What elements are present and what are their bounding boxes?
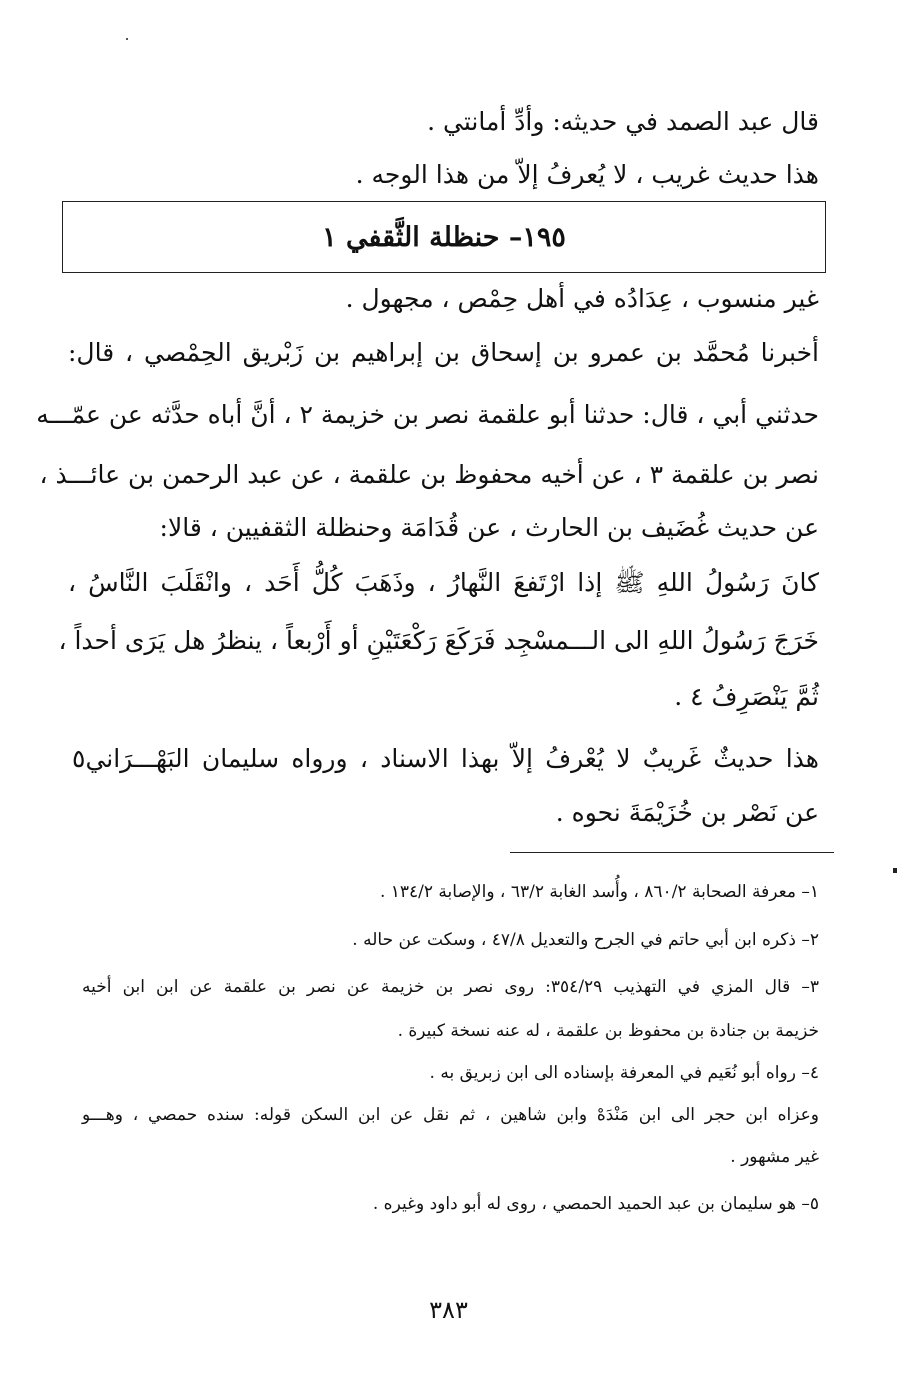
text-line: نصر بن علقمة ٣ ، عن أخيه محفوظ بن علقمة ، عن عبد الرحمن بن عائـــذ ، bbox=[39, 460, 819, 489]
entry-title: ١٩٥– حنظلة الثَّقفي ١ bbox=[322, 222, 566, 253]
scan-speck bbox=[126, 38, 128, 40]
text-line: عن حديث غُضَيف بن الحارث ، عن قُدَامَة وحنظلة الثقفيين ، قالا: bbox=[159, 513, 819, 542]
text-line: عن نَصْر بن خُزَيْمَةَ نحوه . bbox=[555, 798, 819, 827]
hadith-text-line: كانَ رَسُولُ اللهِ ﷺ إذا ارْتَفعَ النَّهارُ ، وذَهَبَ كُلُّ أَحَد ، وانْقَلَبَ النَّاسُ ، bbox=[68, 568, 819, 597]
footnote: ١– معرفة الصحابة ٨٦٠/٢ ، وأُسد الغابة ٦٣/٢ ، والإصابة ١٣٤/٢ . bbox=[379, 882, 819, 902]
footnote: ٣– قال المزي في التهذيب ٣٥٤/٢٩: روى نصر بن خزيمة عن نصر بن علقمة عن ابن ابن أخيه bbox=[82, 977, 819, 997]
text-line: أخبرنا مُحمَّد بن عمرو بن إسحاق بن إبراهيم بن زَبْريق الحِمْصي ، قال: bbox=[68, 338, 819, 367]
page-number: ٣٨٣ bbox=[429, 1296, 468, 1324]
text-line: قال عبد الصمد في حديثه: وأدِّ أمانتي . bbox=[427, 107, 819, 136]
footnote-continuation: خزيمة بن جنادة بن محفوظ بن علقمة ، له عنه نسخة كبيرة . bbox=[397, 1021, 819, 1041]
footnote: ٥– هو سليمان بن عبد الحميد الحمصي ، روى له أبو داود وغيره . bbox=[372, 1194, 819, 1214]
footnote: ٢– ذكره ابن أبي حاتم في الجرح والتعديل ٤٧/٨ ، وسكت عن حاله . bbox=[352, 930, 819, 950]
hadith-text-line: خَرَجَ رَسُولُ اللهِ الى الـــمسْجِد فَرَكَعَ رَكْعَتَيْنِ أو أَرْبعاً ، ينظرُ هل يَرَى أحداً ، bbox=[58, 626, 819, 655]
text-line: هذا حديث غريب ، لا يُعرفُ إلاّ من هذا الوجه . bbox=[355, 160, 819, 189]
footnote-continuation: وعزاه ابن حجر الى ابن مَنْدَهْ وابن شاهين ، ثم نقل عن ابن السكن قوله: سنده حمصي ، وهـــو bbox=[82, 1105, 819, 1125]
footnote-continuation: غير مشهور . bbox=[730, 1147, 819, 1167]
footnote-separator bbox=[510, 852, 834, 853]
hadith-text-line: ثُمَّ يَنْصَرِفُ ٤ . bbox=[674, 682, 819, 711]
scan-mark bbox=[893, 868, 897, 873]
footnote: ٤– رواه أبو نُعَيم في المعرفة بإسناده الى ابن زبريق به . bbox=[429, 1063, 819, 1083]
text-line: هذا حديثٌ غَريبٌ لا يُعْرفُ إلاّ بهذا الاسناد ، ورواه سليمان البَهْـــرَاني٥ bbox=[72, 744, 819, 773]
entry-title-box bbox=[62, 201, 826, 273]
text-line: غير منسوب ، عِدَادُه في أهل حِمْص ، مجهول . bbox=[345, 284, 819, 313]
text-line: حدثني أبي ، قال: حدثنا أبو علقمة نصر بن خزيمة ٢ ، أنَّ أباه حدَّثه عن عمّـــه bbox=[36, 400, 819, 429]
